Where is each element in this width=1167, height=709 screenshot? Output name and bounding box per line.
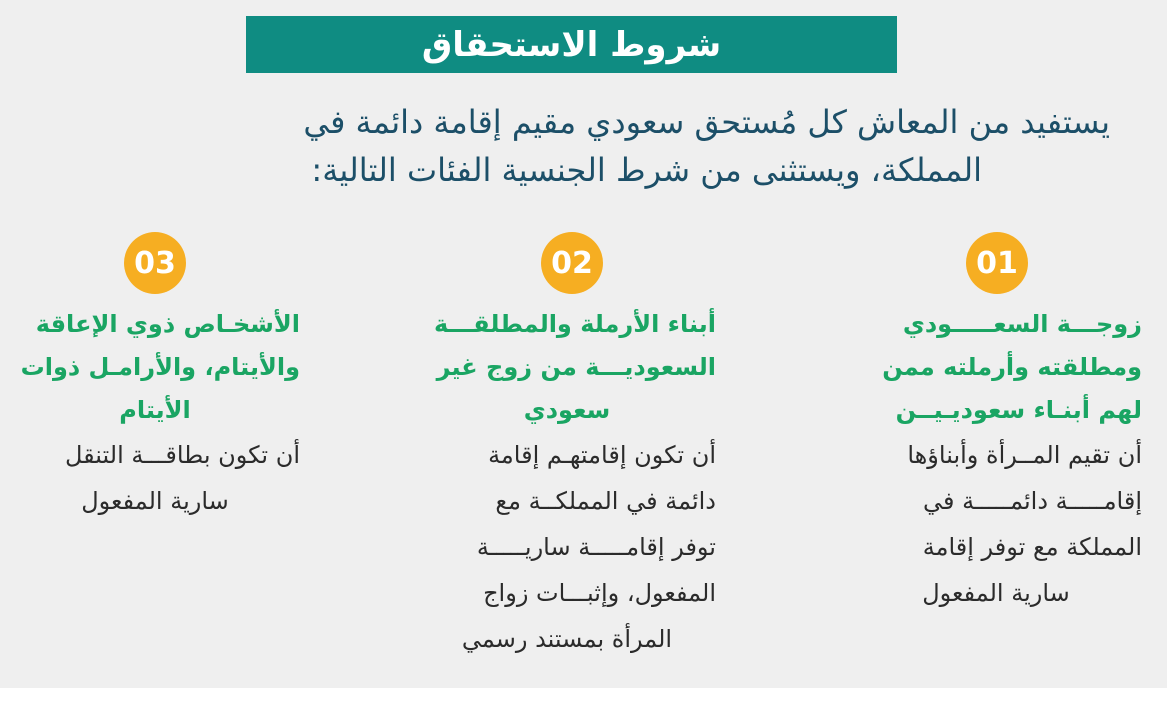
- category-1-heading-line: زوجـــة السعـــــودي: [902, 310, 1142, 338]
- intro-line-1: يستفيد من المعاش كل مُستحق سعودي مقيم إقامة دائمة في: [303, 103, 1110, 141]
- category-1-condition-line: المملكة مع توفر إقامة: [922, 533, 1142, 561]
- category-1-heading-line: ومطلقته وأرملته ممن: [882, 353, 1142, 381]
- title-banner: [246, 16, 897, 73]
- intro-line-2: المملكة، ويستثنى من شرط الجنسية الفئات التالية:: [311, 151, 982, 189]
- category-3: [10, 303, 300, 524]
- category-3-heading-line: الأشخـاص ذوي الإعاقة: [35, 310, 300, 338]
- intro-paragraph: [30, 98, 1110, 194]
- category-2-condition-line: أن تكون إقامتهـم إقامة: [488, 441, 716, 469]
- category-3-heading: [10, 303, 300, 432]
- category-2-heading: [418, 303, 716, 432]
- category-1-condition: [850, 432, 1142, 616]
- category-1-condition-line: سارية المفعول: [922, 579, 1070, 607]
- category-2-condition-line: دائمة في المملكــة مع: [495, 487, 716, 515]
- page-title: شروط الاستحقاق: [421, 24, 722, 65]
- category-2-condition-line: المفعول، وإثبـــات زواج: [483, 579, 716, 607]
- category-1: [850, 303, 1142, 616]
- category-1-heading: [850, 303, 1142, 432]
- category-3-condition: [10, 432, 300, 524]
- category-3-condition-line: أن تكون بطاقـــة التنقل: [64, 441, 300, 469]
- category-2-condition-line: المرأة بمستند رسمي: [461, 625, 673, 653]
- category-3-heading-line: الأيتام: [119, 396, 191, 424]
- category-1-heading-line: لهم أبنـاء سعوديـيــن: [895, 396, 1142, 424]
- category-3-condition-line: سارية المفعول: [81, 487, 229, 515]
- category-1-condition-line: أن تقيم المــرأة وأبناؤها: [907, 441, 1142, 469]
- category-2-number-badge: 02: [541, 232, 603, 294]
- category-1-number-badge: 01: [966, 232, 1028, 294]
- category-3-number-badge: 03: [124, 232, 186, 294]
- category-2-condition-line: توفر إقامـــــة ساريـــــة: [476, 533, 716, 561]
- category-2-heading-line: سعودي: [523, 396, 611, 424]
- category-2-condition: [418, 432, 716, 662]
- category-1-condition-line: إقامـــــة دائمـــــة في: [923, 487, 1142, 515]
- category-3-heading-line: والأيتام، والأرامـل ذوات: [20, 353, 300, 381]
- category-2-heading-line: السعوديـــة من زوج غير: [436, 353, 716, 381]
- category-2-heading-line: أبناء الأرملة والمطلقـــة: [433, 310, 716, 338]
- category-2: [418, 303, 716, 662]
